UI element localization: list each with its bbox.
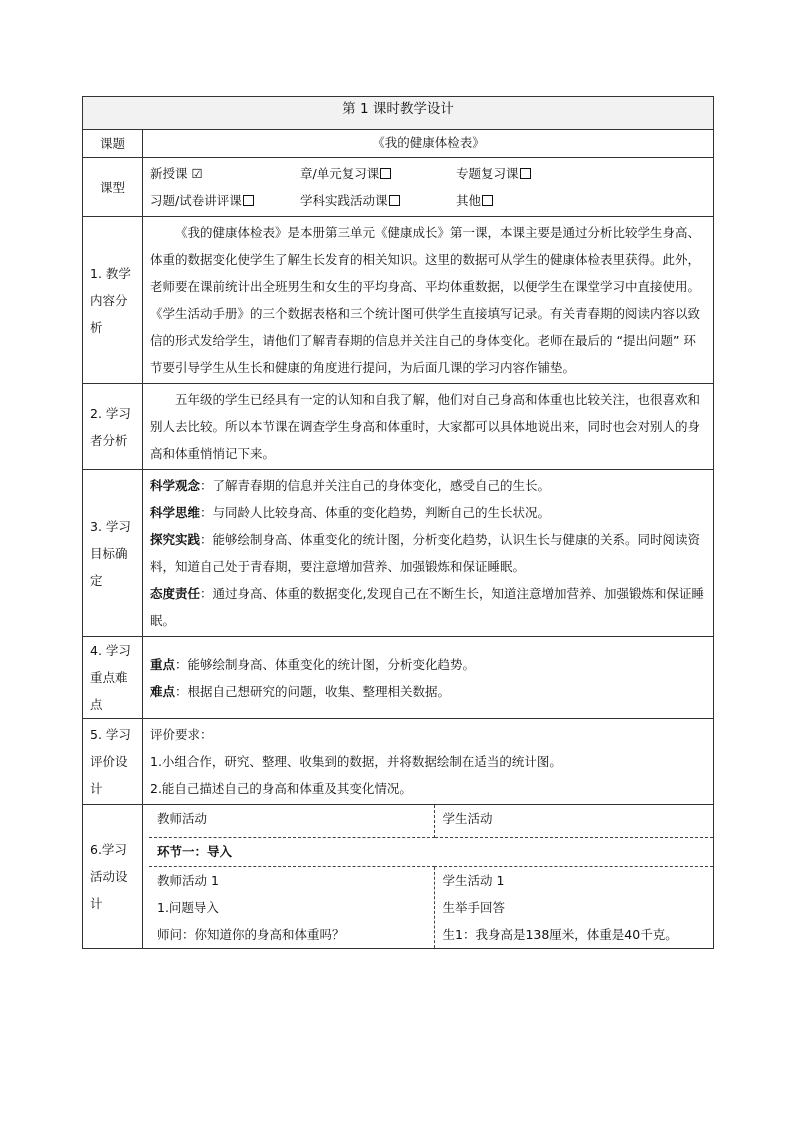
checkbox-icon xyxy=(389,195,400,206)
learner-analysis-row xyxy=(83,384,714,470)
teacher-activity-question: 师问：你知道你的身高和体重吗？ xyxy=(157,927,345,942)
content-analysis-label: 1. 教学内容分析 xyxy=(83,217,143,384)
evaluation-item: 2.能自己描述自己的身高和体重及其变化情况。 xyxy=(150,781,412,796)
content-analysis-text: 《我的健康体检表》是本册第三单元《健康成长》第一课，本课主要是通过分析比较学生身高、体重的数据变化使学生了解生长发育的相关知识。这里的数据可从学生的健康体检表里获得。此外，老师要在课前统计出全班男生和女生的平均身高、平均体重数据，以便学生在课堂学习中直接使用。《学生活动手册》的三个数据表格和三个统计图可供学生直接填写记录。有关青春期的阅读内容以致信的形式发给学生，请他们了解青春期的信息并关注自己的身体变化。老师在最后的 “提出问题” 环节要引导学生从生长和健康的角度进行提问，为后面几课的学习内容作铺垫。 xyxy=(150,225,701,375)
evaluation-label: 5. 学习评价设计 xyxy=(83,719,143,805)
title-row xyxy=(83,97,714,130)
col-student-activity: 学生活动 xyxy=(434,805,713,838)
content-analysis-row xyxy=(83,217,714,384)
learner-analysis-text: 五年级的学生已经具有一定的认知和自我了解，他们对自己身高和体重也比较关注，也很喜欢和别人去比较。所以本节课在调查学生身高和体重时，大家都可以具体地说出来，同时也会对别人的身高和体重悄悄记下来。 xyxy=(150,392,701,461)
objectives-cell xyxy=(143,470,714,637)
key-points-row xyxy=(83,637,714,719)
student-activity-step: 生举手回答 xyxy=(442,900,506,915)
option-new-lesson: 新授课 ☑ xyxy=(150,166,203,181)
activities-cell xyxy=(143,805,714,949)
lesson-plan-table xyxy=(82,96,714,949)
teacher-activity-title: 教师活动 1 xyxy=(157,873,219,888)
section-title: 环节一：导入 xyxy=(149,838,713,867)
option-topic-review: 专题复习课 xyxy=(456,160,531,187)
topic-value: 《我的健康体检表》 xyxy=(143,130,714,158)
activities-table xyxy=(149,805,713,948)
teacher-activity-cell xyxy=(149,867,434,949)
lesson-type-options xyxy=(143,158,714,217)
key-point-item: 难点：根据自己想研究的问题，收集、整理相关数据。 xyxy=(150,683,451,699)
topic-row xyxy=(83,130,714,158)
teacher-activity-step: 1.问题导入 xyxy=(157,900,219,915)
objective-item: 探究实践：能够绘制身高、体重变化的统计图，分析变化趋势，认识生长与健康的关系。同时阅读资料，知道自己处于青春期，要注意增加营养、加强锻炼和保证睡眠。 xyxy=(150,532,701,574)
objective-item: 科学思维：与同龄人比较身高、体重的变化趋势，判断自己的生长状况。 xyxy=(150,505,551,520)
objective-item: 科学观念：了解青春期的信息并关注自己的身体变化，感受自己的生长。 xyxy=(150,478,551,493)
option-practice-activity: 学科实践活动课 xyxy=(300,187,456,214)
option-other: 其他 xyxy=(456,187,493,214)
lesson-type-row-1 xyxy=(150,160,707,187)
checkbox-icon xyxy=(243,195,254,206)
objective-item: 态度责任：通过身高、体重的数据变化,发现自己在不断生长，知道注意增加营养、加强锻炼和保证睡眠。 xyxy=(150,586,704,628)
lesson-type-row-2 xyxy=(150,187,707,214)
activities-row xyxy=(83,805,714,949)
student-activity-answer: 生1：我身高是138厘米，体重是40千克。 xyxy=(442,927,678,942)
key-points-cell xyxy=(143,637,714,719)
checkbox-icon xyxy=(520,168,531,179)
key-point-item: 重点：能够绘制身高、体重变化的统计图，分析变化趋势。 xyxy=(150,656,476,672)
objectives-row xyxy=(83,470,714,637)
evaluation-heading: 评价要求： xyxy=(150,727,213,742)
checkbox-icon xyxy=(380,168,391,179)
key-points-label: 4. 学习重点难点 xyxy=(83,637,143,719)
activity-row xyxy=(149,867,713,949)
lesson-plan-page xyxy=(82,96,713,949)
learner-analysis-label: 2. 学习者分析 xyxy=(83,384,143,470)
topic-label: 课题 xyxy=(83,130,143,158)
activities-header-row xyxy=(149,805,713,838)
evaluation-item: 1.小组合作，研究、整理、收集到的数据，并将数据绘制在适当的统计图。 xyxy=(150,754,562,769)
evaluation-cell xyxy=(143,719,714,805)
student-activity-cell xyxy=(434,867,713,949)
lesson-type-row xyxy=(83,158,714,217)
checkbox-icon xyxy=(482,195,493,206)
option-unit-review: 章/单元复习课 xyxy=(300,160,456,187)
evaluation-row xyxy=(83,719,714,805)
section-row xyxy=(149,838,713,867)
option-exercise-review: 习题/试卷讲评课 xyxy=(150,187,300,214)
lesson-type-label: 课型 xyxy=(83,158,143,217)
content-analysis-cell xyxy=(143,217,714,384)
learner-analysis-cell xyxy=(143,384,714,470)
col-teacher-activity: 教师活动 xyxy=(149,805,434,838)
page-title: 第 1 课时教学设计 xyxy=(83,97,714,130)
objectives-label: 3. 学习目标确定 xyxy=(83,470,143,637)
student-activity-title: 学生活动 1 xyxy=(442,873,505,888)
activities-label: 6.学习活动设计 xyxy=(83,805,143,949)
